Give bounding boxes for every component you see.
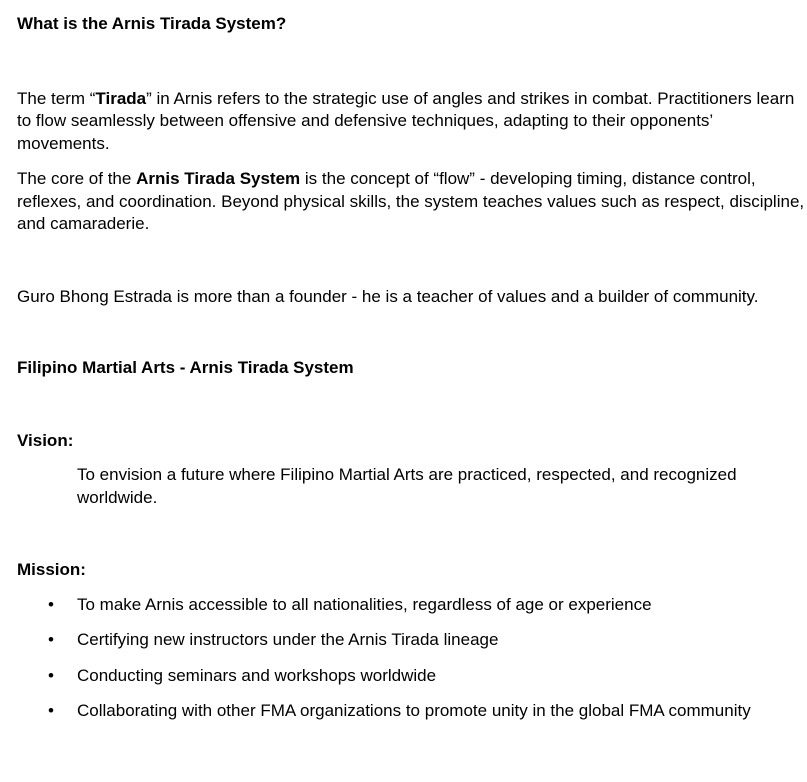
bullet-icon: • [48, 701, 54, 720]
intro-paragraph-tirada [17, 88, 807, 156]
page-title: What is the Arnis Tirada System? [17, 14, 287, 33]
intro-paragraph-core [17, 168, 807, 236]
list-item-text: Conducting seminars and workshops worldwide [77, 665, 437, 685]
mission-list [17, 594, 807, 723]
bullet-icon: • [48, 665, 54, 685]
vision-heading: Vision: [17, 430, 74, 450]
list-item-text: Collaborating with other FMA organizations to promote unity in the global FMA community [77, 701, 751, 720]
intro-text: The term “ [17, 88, 96, 108]
list-item [17, 665, 807, 688]
bullet-icon: • [48, 630, 54, 649]
list-item [17, 700, 807, 723]
intro-bold-term: Tirada [95, 88, 147, 108]
vision-text: To envision a future where Filipino Martial Arts are practiced, respected, and recognized worldwide. [77, 465, 737, 507]
intro-text: The core of the [17, 169, 137, 188]
intro-paragraph-founder: Guro Bhong Estrada is more than a founder - he is a teacher of values and a builder of community. [17, 286, 759, 306]
intro-text: is the concept of “flow” - developing timing, distance control, reflexes, and coordination. Beyond physical skills, the system teaches values such as respect, discipline, and camaraderie. [17, 169, 805, 233]
intro-bold-term: Arnis Tirada System [136, 169, 301, 188]
mission-heading: Mission: [17, 560, 86, 579]
list-item [17, 594, 807, 617]
bullet-icon: • [48, 594, 54, 614]
list-item-text: Certifying new instructors under the Arnis Tirada lineage [77, 630, 499, 649]
section-title: Filipino Martial Arts - Arnis Tirada System [17, 358, 354, 377]
list-item-text: To make Arnis accessible to all nationalities, regardless of age or experience [77, 594, 652, 614]
intro-text: ” in Arnis refers to the strategic use of angles and strikes in combat. Practitioners learn to flow seamlessly between offensive and defensive techniques, adapting to their opponents’ movements. [17, 88, 795, 153]
list-item [17, 629, 807, 652]
